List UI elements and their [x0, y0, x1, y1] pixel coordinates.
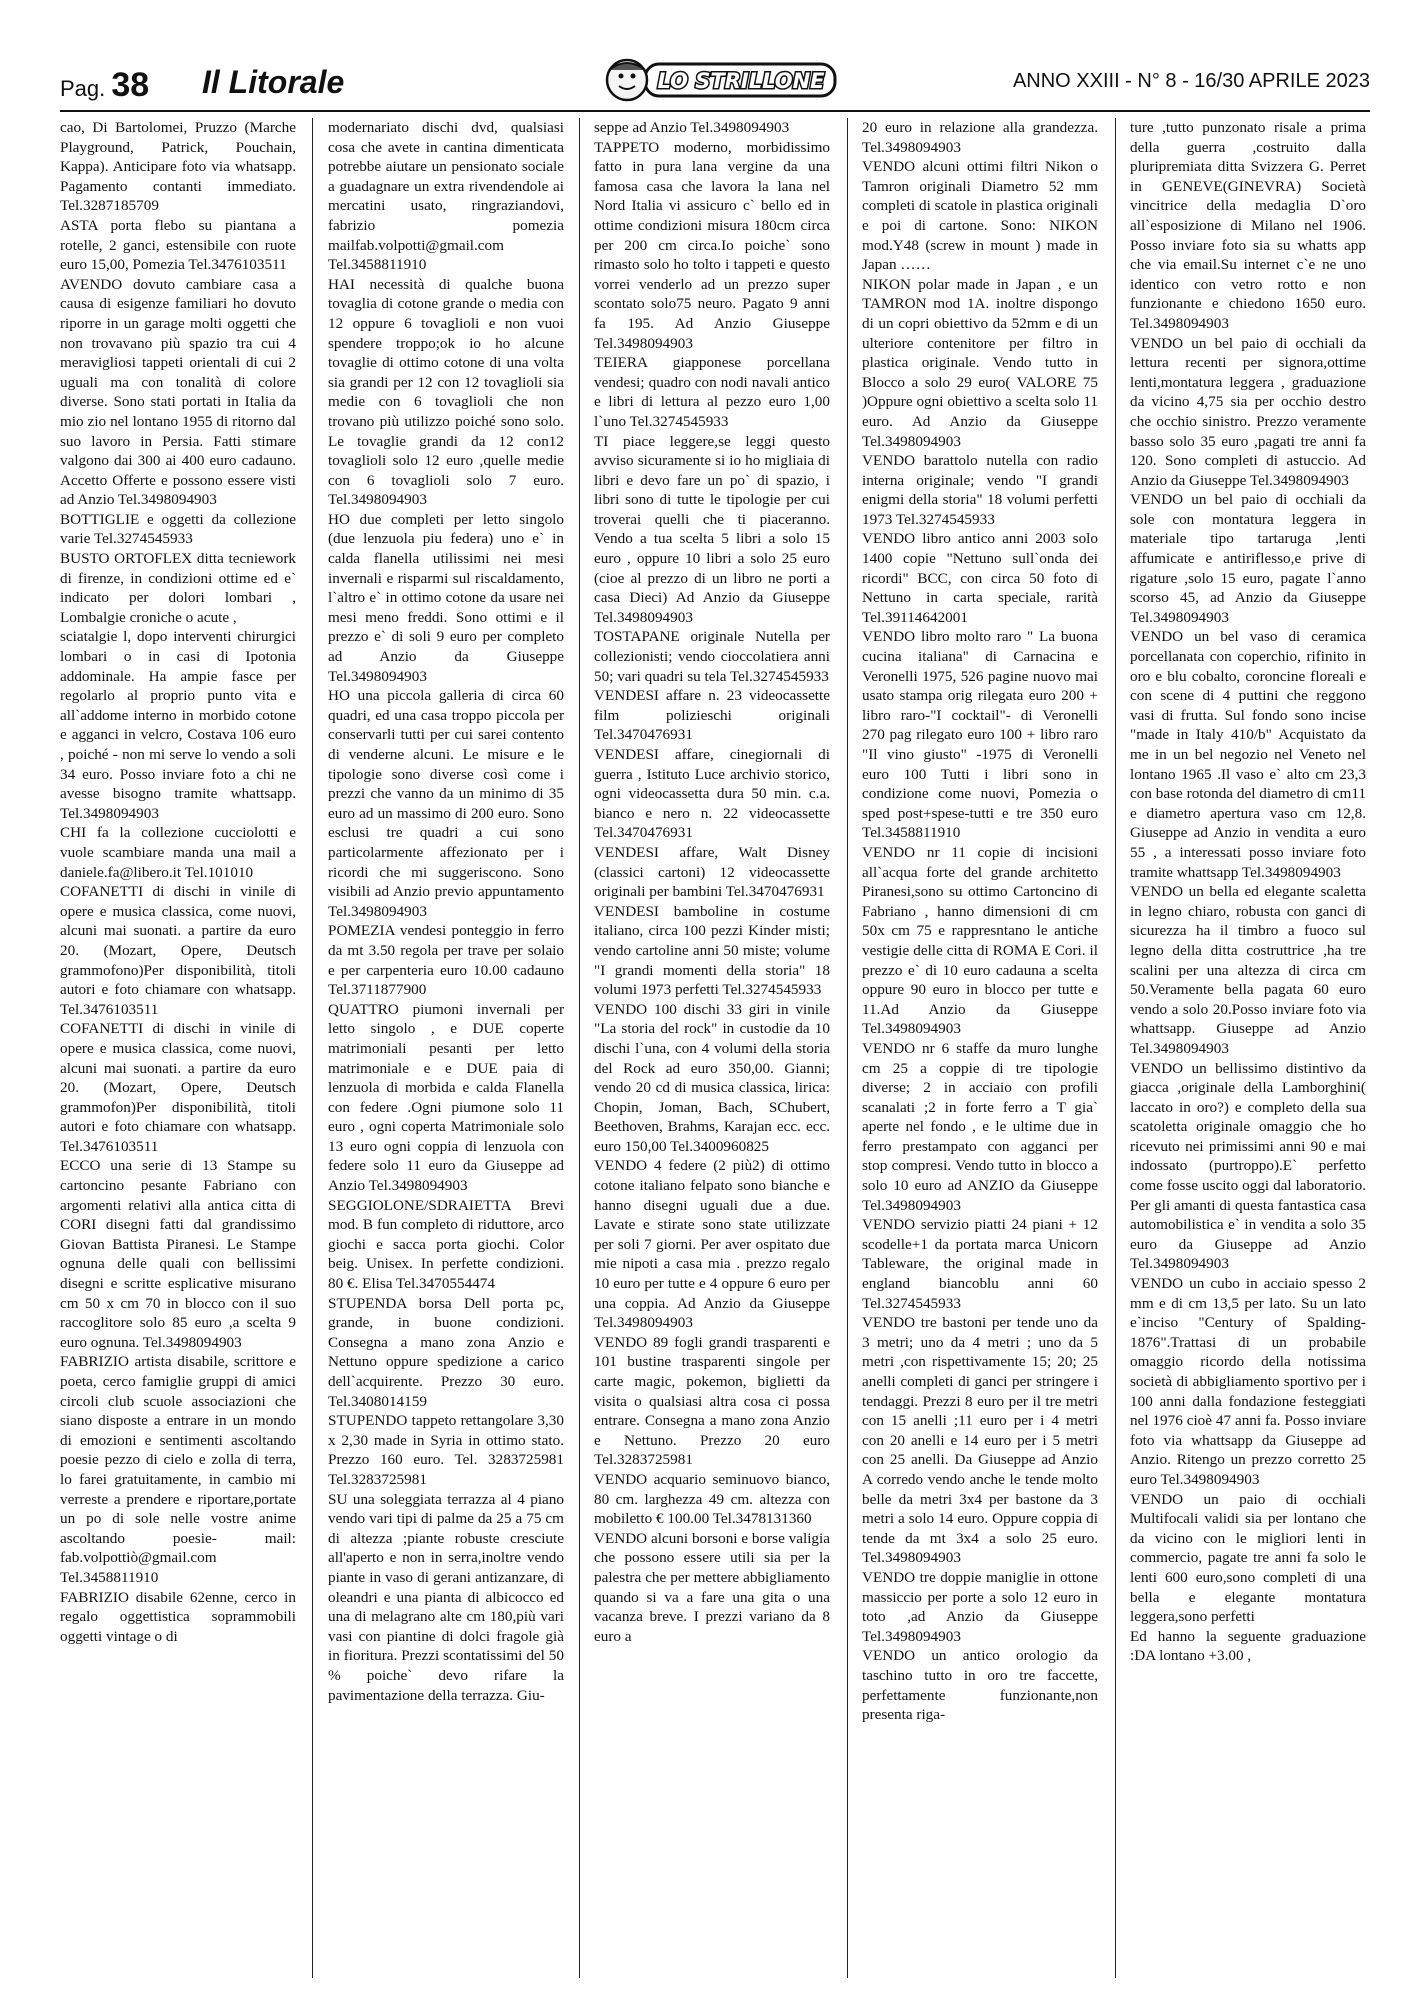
classified-ad: VENDO libro molto raro " La buona cucina italiana" di Carnacina e Veronelli 1975, 526 pagine nuovo mai usato stampa orig rilegata euro 200 + libro raro-"I cocktail"- di Veronelli 270 pag rilegato euro 100 + libro raro "Il vino giusto" -1975 di Veronelli euro 100 Tutti i libri sono in condizione come nuovi, Pomezia o sped post+spese-tutti e tre 350 euro Tel.3458811910	[862, 628, 1098, 842]
classified-ad: VENDESI bamboline in costume italiano, circa 100 pezzi Kinder misti; vendo cartoline anni 50 miste; volume "I grandi momenti della storia" 18 volumi 1973 perfetti Tel.3274545933	[594, 902, 830, 999]
classified-ad: VENDO alcuni ottimi filtri Nikon o Tamron originali Diametro 52 mm completi di scatole in plastica originali e poi di cartone. Sono: NIKON mod.Y48 (screw in mount ) made in Japan ……	[862, 158, 1098, 274]
classified-ad: QUATTRO piumoni invernali per letto singolo , e DUE coperte matrimoniali pesanti per letto matrimoniale e e DUE paia di lenzuola di morbida e calda Flanella con federe .Ogni piumone solo 11 euro , ogni coperta Matrimoniale solo 13 euro ogni coppia di lenzuola con federe solo 11 euro da Giuseppe ad Anzio Tel.3498094903	[328, 1000, 564, 1195]
classified-ad: BUSTO ORTOFLEX ditta tecniework di firenze, in condizioni ottime ed e` indicato per dolori lombari , Lombalgie croniche o acute ,	[60, 550, 296, 626]
page-number-block	[60, 66, 149, 105]
classified-ad: VENDO un cubo in acciaio spesso 2 mm e di cm 13,5 per lato. Su un lato e`inciso "Century of Spalding-1876".Trattasi di un probabile omaggio ricordo della notissima società di abbigliamento sportivo per i 100 anni dalla fondazione festeggiati nel 1976 cioè 47 anni fa. Posso inviare foto via whattsapp da Giuseppe ad Anzio. Ritengo un prezzo corretto 25 euro Tel.3498094903	[1130, 1275, 1366, 1488]
classified-ad: COFANETTI di dischi in vinile di opere e musica classica, come nuovi, alcuni mai suonati. a partire da euro 20. (Mozart, Opere, Deutsch grammofono)Per disponibilità, titoli autori e foto chiamare con whatsapp. Tel.3476103511	[60, 883, 296, 1018]
classified-ad: VENDO nr 6 staffe da muro lunghe cm 25 a coppie di tre tipologie diverse; 2 in acciaio con profili scanalati ;2 in forte ferro a T gia` aperte nel fondo , e le ultime due in ferro prestampato con agganci per stop compresi. Vendo tutto in blocco a solo 10 euro ad ANZIO da Giuseppe Tel.3498094903	[862, 1039, 1098, 1214]
classified-ad: VENDO alcuni borsoni e borse valigia che possono essere utili sia per la palestra che per mettere abbigliamento quando si va a fare una gita o una vacanza breve. I prezzi variano da 8 euro a	[594, 1529, 830, 1645]
column-divider	[1115, 118, 1116, 1978]
classified-ad: TAPPETO moderno, morbidissimo fatto in pura lana vergine da una famosa casa che lavora la lana nel Nord Italia vi assicuro c` bello ed in ottime condizioni misura 180cm circa per 200 cm circa.Io poiche` sono rimasto solo ho tolto i tappeti e questo vorrei venderlo ad un prezzo super scontato solo75 neuro. Pagato 9 anni fa 195. Ad Anzio Giuseppe Tel.3498094903	[594, 138, 830, 352]
classified-ad: VENDO un bel vaso di ceramica porcellanata con coperchio, rifinito in oro e blu cobalto, coroncine floreali e con scene di 4 puttini che reggono vasi di frutta. Sul fondo sono incise "made in Italy 410/b" Acquistato da me in un bel negozio nel Veneto nel lontano 1965 .Il vaso e` alto cm 23,3 con base rotonda del diametro di cm11 e diametro apertura vaso cm 12,8. Giuseppe ad Anzio in vendita a euro 55 , a interessati posso inviare foto tramite whattsapp Tel.3498094903	[1130, 628, 1366, 881]
classified-ad: VENDO 4 federe (2 più2) di ottimo cotone italiano felpato sono bianche e hanno disegni uguali due a due. Lavate e stirate sono state utilizzate per soli 7 giorni. Per aver ospitato due mie nipoti a casa mia . prezzo regalo 10 euro per tutte e 4 oppure 6 euro per una coppia. Ad Anzio da Giuseppe Tel.3498094903	[594, 1157, 830, 1332]
classified-ad: VENDO libro antico anni 2003 solo 1400 copie "Nettuno sull`onda dei ricordi" BCC, con circa 50 foto di Nettuno in carta speciale, rarità Tel.39114642001	[862, 530, 1098, 626]
classified-ad: VENDO tre bastoni per tende uno da 3 metri; uno da 4 metri ; uno da 5 metri ,con rispettivamente 15; 20; 25 anelli completi di ganci per stringere i tendaggi. Prezzi 8 euro per il tre metri con 15 anelli ;11 euro per i 4 metri con 20 anelli e 14 euro per i 5 metri con 25 anelli. Da Giuseppe ad Anzio A corredo vendo anche le tende molto belle da metri 3x4 per bastone da 3 metri a solo 14 euro. Oppure coppia di tende da mt 3x4 a solo 25 euro. Tel.3498094903	[862, 1314, 1098, 1567]
classified-ad: VENDO un antico orologio da taschino tutto in oro tre faccette, perfettamente funzionante,non presenta riga-	[862, 1647, 1098, 1724]
issue-info: ANNO XXIII - N° 8 - 16/30 APRILE 2023	[1012, 70, 1370, 92]
classified-ad: VENDO tre doppie maniglie in ottone massiccio per porte a solo 12 euro in toto ,ad Anzio da Giuseppe Tel.3498094903	[862, 1568, 1098, 1645]
classifieds-column-2	[328, 118, 564, 1705]
classified-ad: VENDO 89 fogli grandi trasparenti e 101 bustine trasparenti singole per carte magic, pokemon, biglietti da visita o qualsiasi altra cosa ci possa entrare. Consegna a mano zona Anzio e Nettuno. Prezzo 20 euro Tel.3283725981	[594, 1333, 830, 1469]
classified-ad: AVENDO dovuto cambiare casa a causa di esigenze familiari ho dovuto riporre in un garage molti oggetti che non trovavano più spazio tra cui 4 meravigliosi tappeti orientali di cui 2 uguali ma con tonalità di colore diverse. Sono stati portati in Italia da mio zio nel lontano 1955 di ritorno dal suo lavoro in Persia. Fatti stimare valgono dai 300 ai 400 euro cadauno. Accetto Offerte e possono essere visti ad Anzio Tel.3498094903	[60, 275, 296, 509]
classified-ad: Ed hanno la seguente graduazione :DA lontano +3.00 ,	[1130, 1627, 1366, 1665]
classified-ad: ASTA porta flebo su piantana a rotelle, 2 ganci, estensibile con ruote euro 15,00, Pomezia Tel.3476103511	[60, 216, 296, 274]
classified-ad: FABRIZIO artista disabile, scrittore e poeta, cerco famiglie gruppi di amici circoli club scuole associazioni che siano disposte a entrare in un mondo di emozioni e sentimenti ascoltando poesie pezzo di cielo e zolla di terra, lo farei gratuitamente, in cambio mi verreste a prendere e riportare,portate un po di sole nelle vostre anime ascoltando poesie- mail: fab.volpottiò@gmail.com Tel.3458811910	[60, 1353, 296, 1586]
classified-ad: VENDESI affare, cinegiornali di guerra , Istituto Luce archivio storico, ogni videocassetta dura 50 min. c.a. bianco e nero n. 22 videocassette Tel.3470476931	[594, 746, 830, 842]
classified-ad: VENDO servizio piatti 24 piani + 12 scodelle+1 da portata marca Unicorn Tableware, the original made in england biancoblu anni 60 Tel.3274545933	[862, 1216, 1098, 1312]
header-rule	[60, 110, 1370, 112]
classified-ad: VENDO un bel paio di occhiali da lettura recenti per signora,ottime lenti,montatura leggera , graduazione da vicino 4,75 sia per occhio destro che occhio sinistro. Prezzo veramente basso solo 35 euro ,pagati tre anni fa 120. Sono completi di astuccio. Ad Anzio da Giuseppe Tel.3498094903	[1130, 334, 1366, 489]
classifieds-column-1	[60, 118, 296, 1646]
classified-ad: VENDO acquario seminuovo bianco, 80 cm. larghezza 49 cm. altezza con mobiletto € 100.00 Tel.3478131360	[594, 1470, 830, 1528]
classifieds-column-3	[594, 118, 830, 1646]
classified-ad: VENDO un bellissimo distintivo da giacca ,originale della Lamborghini( laccato in oro?) e completo della sua scatoletta originale omaggio che ho ricevuto nei primissimi anni 90 e mai indossato (purtroppo).E` perfetto come fosse uscito oggi dal laboratorio. Per gli amanti di questa fantastica casa automobilistica e` in vendita a solo 35 euro da Giuseppe ad Anzio Tel.3498094903	[1130, 1059, 1366, 1273]
classified-ad: seppe ad Anzio Tel.3498094903	[594, 119, 790, 136]
classified-ad: VENDESI affare, Walt Disney (classici cartoni) 12 videocassette originali per bambini Tel.3470476931	[594, 843, 830, 901]
column-divider	[579, 118, 580, 1978]
classified-ad: VENDO un paio di occhiali Multifocali validi sia per lontano che da vicino con le migliori lenti in commercio, pagate tre anni fa solo le lenti 600 euro,sono completi di una bella e elegante montatura leggera,sono perfetti	[1130, 1490, 1366, 1626]
classified-ad: COFANETTI di dischi in vinile di opere e musica classica, come nuovi, alcuni mai suonati. a partire da euro 20. (Mozart, Opere, Deutsch grammofon)Per disponibilità, titoli autori e foto chiamare con whatsapp. Tel.3476103511	[60, 1020, 296, 1155]
classified-ad: cao, Di Bartolomei, Pruzzo (Marche Playground, Patrick, Pouchain, Kappa). Anticipare foto via whatsapp. Pagamento contanti immediato. Tel.3287185709	[60, 119, 296, 215]
classified-ad: STUPENDA borsa Dell porta pc, grande, in buone condizioni. Consegna a mano zona Anzio e Nettuno oppure spedizione a carico dell`acquirente. Prezzo 30 euro. Tel.3408014159	[328, 1294, 564, 1410]
classified-ad: ECCO una serie di 13 Stampe su cartoncino pesante Fabriano con argomenti relativi alla antica citta di CORI disegni fatti dal grandissimo Giovan Battista Piranesi. Le Stampe ognuna delle quali con bellissimi disegni e scritte esplicative misurano cm 50 x cm 70 in blocco con il suo raccoglitore solo 85 euro ,a scelta 9 euro ognuna. Tel.3498094903	[60, 1157, 296, 1351]
classifieds-column-4	[862, 118, 1098, 1725]
classified-ad: TOSTAPANE originale Nutella per collezionisti; vendo cioccolatiera anni 50; vari quadri su tela Tel.3274545933	[594, 628, 830, 685]
classified-ad: TEIERA giapponese porcellana vendesi; quadro con nodi navali antico e libri di lettura al pezzo euro 1,00 l`uno Tel.3274545933	[594, 354, 830, 430]
classified-ad: FABRIZIO disabile 62enne, cerco in regalo oggettistica soprammobili oggetti vintage o di	[60, 1588, 296, 1645]
classified-ad: modernariato dischi dvd, qualsiasi cosa che avete in cantina dimenticata potrebbe aiutare un pensionato sociale a guadagnare un extra rivendendole ai mercatini usato, ringraziandovi, fabrizio pomezia mailfab.volpotti@gmail.com Tel.3458811910	[328, 119, 564, 274]
classified-ad: VENDO un bella ed elegante scaletta in legno chiaro, robusta con ganci di sicurezza ha il timbro a fuoco sul legno della ditta costruttrice ,ha tre scalini per una altezza di circa cm 50.Veramente bella pagata 60 euro vendo a solo 20.Posso inviare foto via whattsapp. Giuseppe ad Anzio Tel.3498094903	[1130, 883, 1366, 1057]
section-logo	[595, 58, 845, 102]
classified-ad: TI piace leggere,se leggi questo avviso sicuramente si io ho migliaia di libri e devo fare un po` di spazio, i libri sono di tutte le tipologie per cui troverai quelli che ti piaceranno. Vendo a tua scelta 5 libri a solo 15 euro , oppure 10 libri a solo 25 euro (cioe al prezzo di un libro ne porti a casa Dieci) Ad Anzio da Giuseppe Tel.3498094903	[594, 432, 830, 626]
classified-ad: 20 euro in relazione alla grandezza. Tel.3498094903	[862, 119, 1098, 156]
classified-ad: BOTTIGLIE e oggetti da collezione varie Tel.3274545933	[60, 510, 296, 548]
classified-ad: SEGGIOLONE/SDRAIETTA Brevi mod. B fun completo di riduttore, arco giochi e sacca porta giochi. Color beig. Unisex. In perfette condizioni. 80 €. Elisa Tel.3470554474	[328, 1196, 564, 1293]
column-divider	[312, 118, 313, 1978]
column-divider	[847, 118, 848, 1978]
classified-ad: HAI necessità di qualche buona tovaglia di cotone grande o media con 12 oppure 6 tovaglioli e non vuoi spendere troppo;ok io ho alcune tovaglie di ottimo cotone di una volta sia grandi per 12 con 12 tovaglioli sia medie con 6 tovaglioli che non trovano più utilizzo poiché sono solo. Le tovaglie grandi da 12 con12 tovaglioli solo 12 euro ,quelle medie con 6 tovaglioli solo 7 euro. Tel.3498094903	[328, 275, 564, 509]
classified-ad: VENDESI affare n. 23 videocassette film polizieschi originali Tel.3470476931	[594, 687, 830, 744]
classified-ad: POMEZIA vendesi ponteggio in ferro da mt 3.50 regola per trave per solaio e per carpenteria euro 10.00 cadauno Tel.3711877900	[328, 922, 564, 999]
classified-ad: ture ,tutto punzonato risale a prima della guerra ,costruito dalla pluripremiata ditta Svizzera G. Perret in GENEVE(GINEVRA) Società vincitrice della medaglia D`oro all`esposizione di Milano nel 1906. Posso inviare foto sia su whatts app che via email.Su internet c`e ne uno identico con vetro rotto e non funzionante e chiedono 1650 euro. Tel.3498094903	[1130, 119, 1366, 332]
classified-ad: STUPENDO tappeto rettangolare 3,30 x 2,30 made in Syria in ottimo stato. Prezzo 160 euro. Tel. 3283725981 Tel.3283725981	[328, 1412, 564, 1488]
classified-ad: SU una soleggiata terrazza al 4 piano vendo vari tipi di palme da 25 a 75 cm di altezza ;piante robuste cresciute all'aperto e non in serra,inoltre vendo piante in vaso di gerani antizanzare, di oleandri e una pianta di albicocco ed una di melagrano alte cm 180,più vari vasi con piantine di dolci fragole già in fioritura. Prezzi scontatissimi del 50 % poiche` devo rifare la pavimentazione della terrazza. Giu-	[328, 1490, 564, 1704]
newspaper-title: Il Litorale	[202, 64, 345, 100]
section-logo-text: LO STRILLONE	[657, 69, 825, 93]
classified-ad: VENDO 100 dischi 33 giri in vinile "La storia del rock" in custodie da 10 dischi l`una, con 4 volumi della storia del Rock ad euro 350,00. Gianni; vendo 20 cd di musica classica, lirica: Chopin, Joman, Bach, SChubert, Beethoven, Brahms, Karajan ecc. ecc. euro 150,00 Tel.3400960825	[594, 1000, 830, 1155]
page-number: 38	[111, 66, 150, 104]
page-label: Pag.	[60, 76, 106, 101]
page-header	[60, 58, 1370, 106]
classified-ad: NIKON polar made in Japan , e un TAMRON mod 1A. inoltre dispongo di un copri obiettivo da 52mm e di un ulteriore contenitore per filtro in plastica originale. Vendo tutto in Blocco a solo 29 euro( VALORE 75 )Oppure ogni obiettivo a scelta solo 11 euro. Ad Anzio da Giuseppe Tel.3498094903	[862, 275, 1098, 450]
classified-ad: VENDO barattolo nutella con radio interna originale; vendo "I grandi enigmi della storia" 18 volumi perfetti 1973 Tel.3274545933	[862, 452, 1098, 528]
classified-ad: CHI fa la collezione cucciolotti e vuole scambiare manda una mail a daniele.fa@libero.it Tel.101010	[60, 824, 296, 881]
classifieds-column-5	[1130, 118, 1366, 1666]
classified-ad: HO due completi per letto singolo (due lenzuola piu federa) uno e` in calda flanella utilissimi nei mesi invernali e risparmi sul riscaldamento, l`altro e` in ottimo cotone da usare nei mesi meno freddi. Sono ottimi e il prezzo e` di soli 9 euro per completo ad Anzio da Giuseppe Tel.3498094903	[328, 510, 564, 685]
classified-ad: sciatalgie l, dopo interventi chirurgici lombari o in casi di Ipotonia addominale. Ha ampie fasce per regolarlo al proprio punto vita e all`addome interno in morbido cotone e agganci in velcro, Costava 106 euro , poiché - non mi serve lo vendo a soli 34 euro. Posso inviare foto a chi ne avesse bisogno tramite whattsapp. Tel.3498094903	[60, 628, 296, 822]
classified-ad: VENDO nr 11 copie di incisioni all`acqua forte del grande architetto Piranesi,sono su ottimo Cartoncino di Fabriano , hanno dimensioni di cm 50x cm 75 e rappresntano le antiche vestigie delle citta di ROMA E Cori. il prezzo e` di 10 euro cadauna a scelta oppure 90 euro in blocco per tutte e 11.Ad Anzio da Giuseppe Tel.3498094903	[862, 843, 1098, 1038]
classified-ad: VENDO un bel paio di occhiali da sole con montatura leggera in materiale tipo tartaruga ,lenti affumicate e antiriflesso,e prive di rigature ,solo 15 euro, pagate l`anno scorso 45, ad Anzio da Giuseppe Tel.3498094903	[1130, 491, 1366, 626]
classified-ad: HO una piccola galleria di circa 60 quadri, ed una casa troppo piccola per conservarli tutti per cui sarei contento di venderne alcuni. Le misure e le tipologie sono diverse così come i prezzi che vanno da un minimo di 35 euro ad un massimo di 200 euro. Sono esclusi tre quadri a cui sono particolarmente affezionato per i ricordi che mi suggeriscono. Sono visibili ad Anzio previo appuntamento Tel.3498094903	[328, 687, 564, 920]
